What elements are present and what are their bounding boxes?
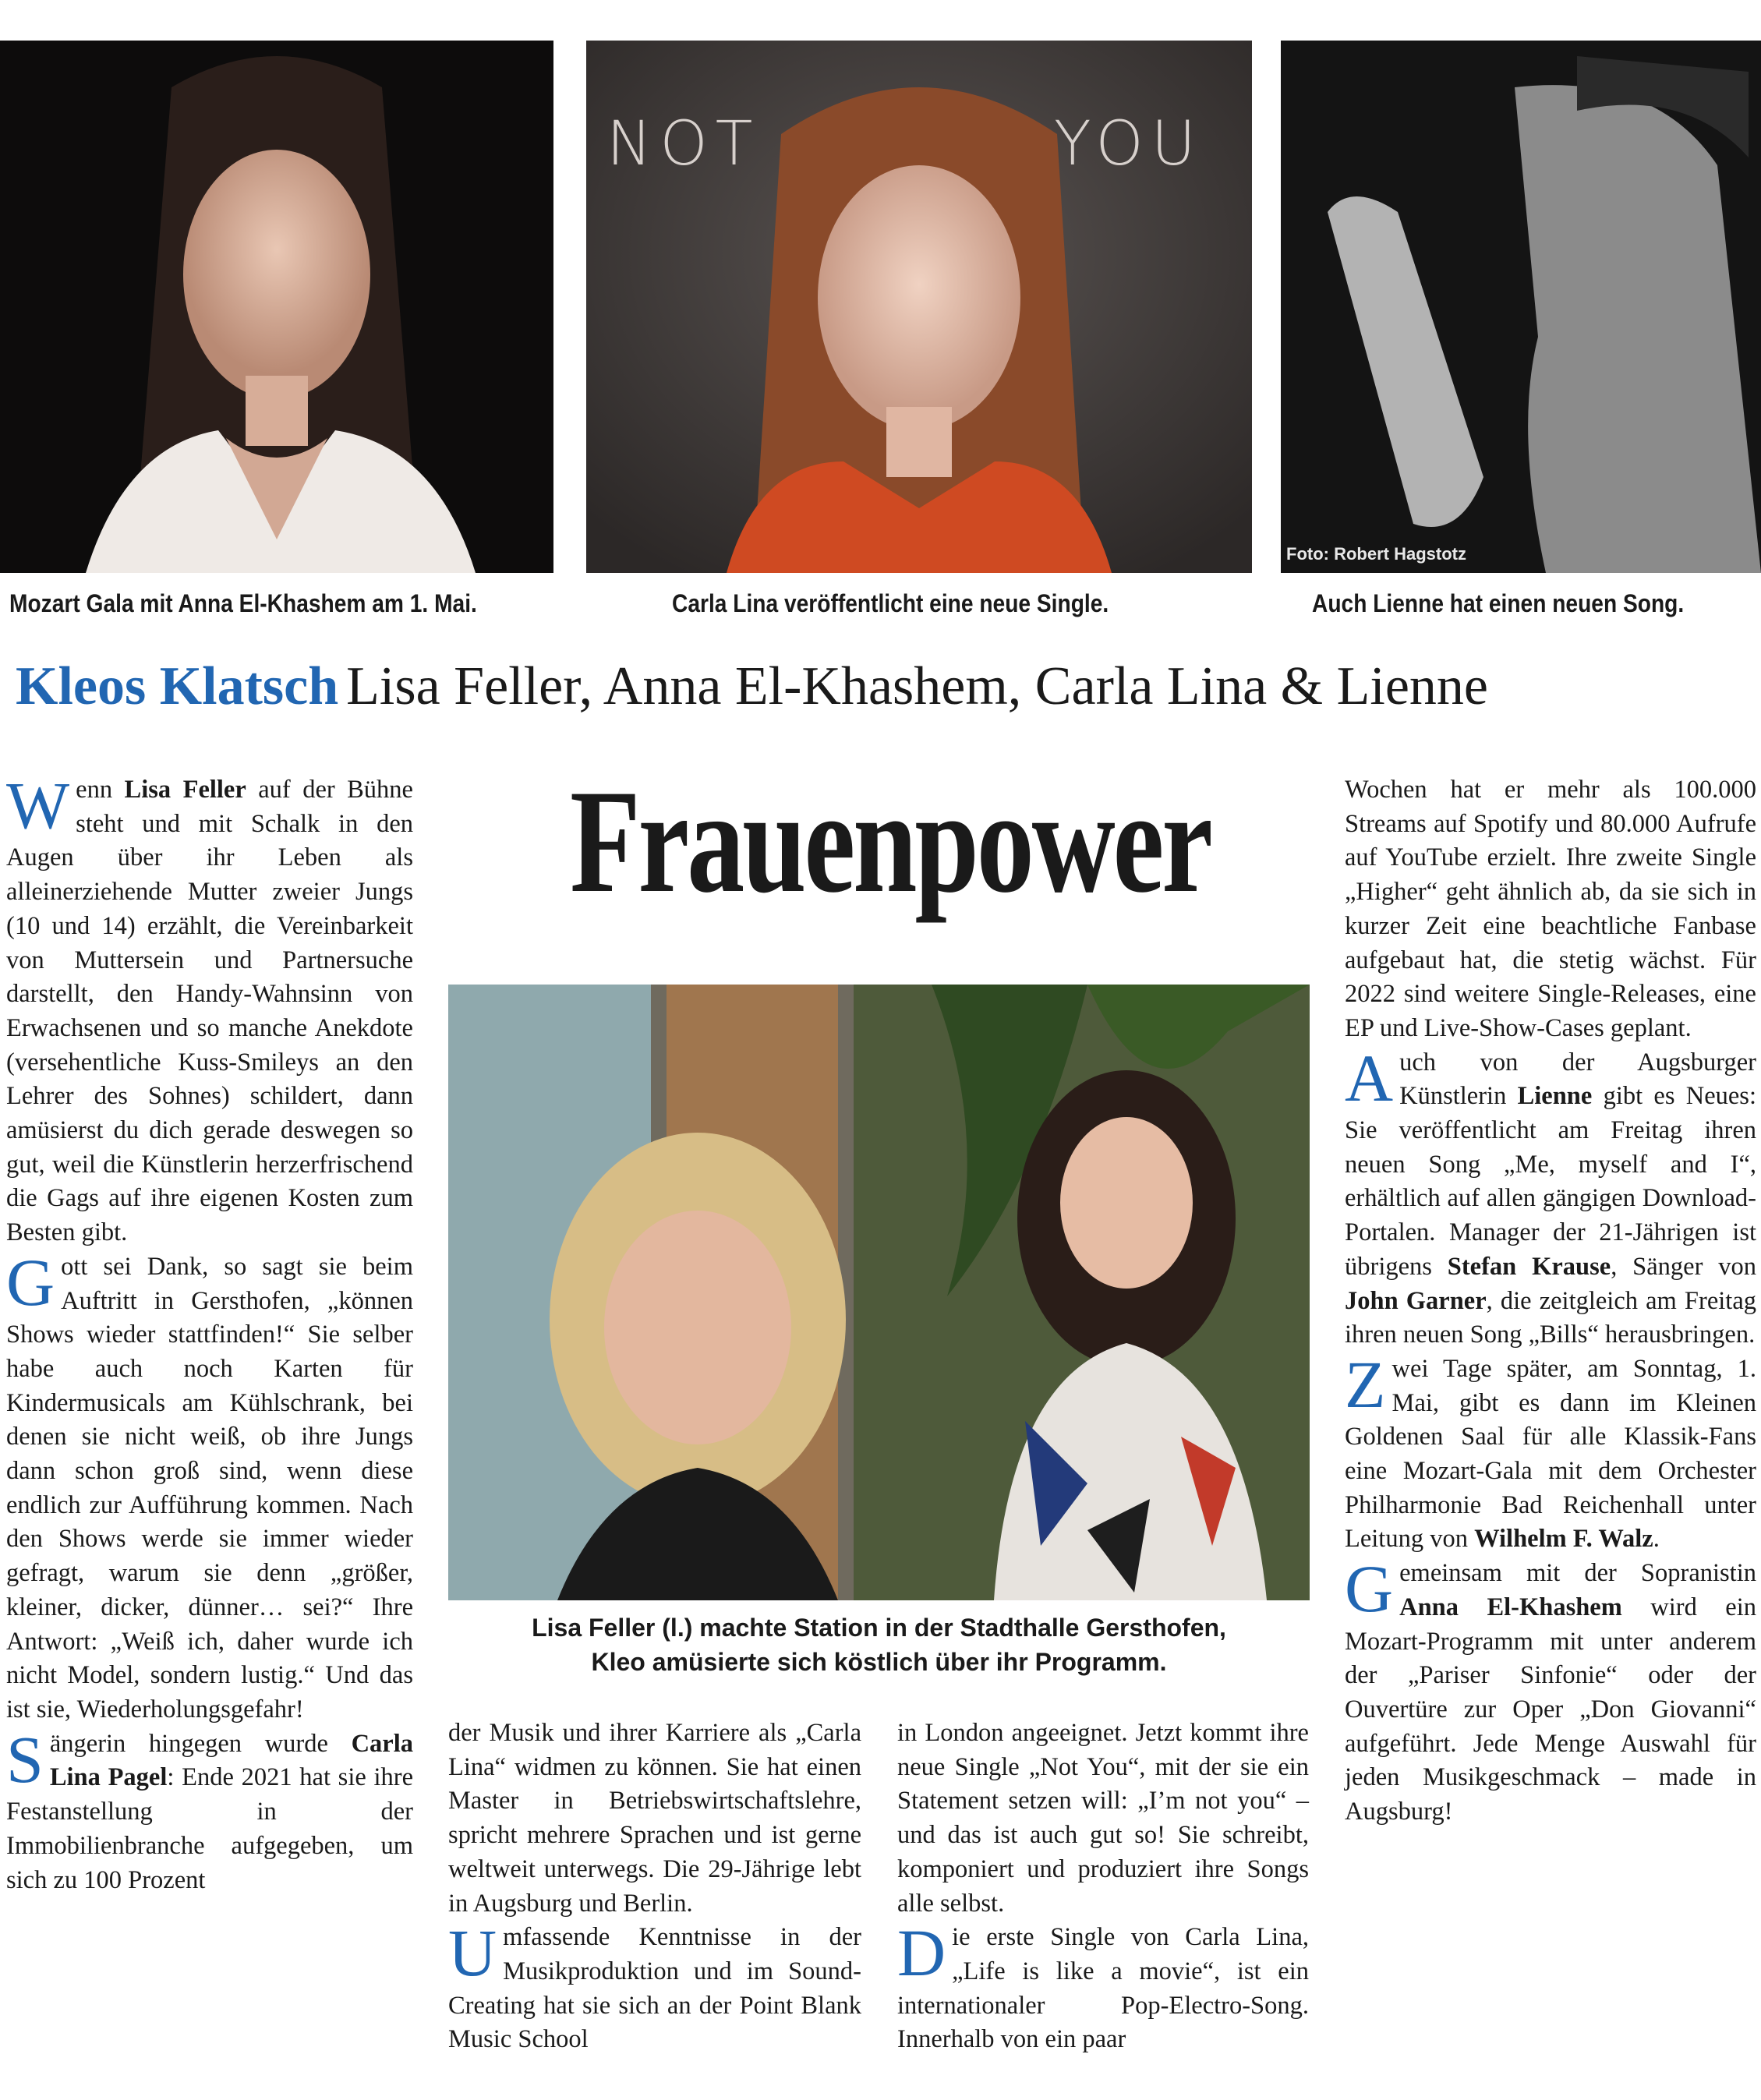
drop-cap: W xyxy=(6,768,70,843)
photo-lisa-feller-and-kleo xyxy=(448,985,1310,1600)
feature-caption-line-2: Kleo amüsierte sich köstlich über ihr Programm. xyxy=(591,1648,1167,1676)
photo-credit: Foto: Robert Hagstotz xyxy=(1286,544,1466,564)
feature-caption-line-1: Lisa Feller (l.) machte Station in der Stadthalle Gersthofen, xyxy=(532,1614,1226,1642)
text: mfassende Kenntnisse in der Musikproduktion und im Sound-Creating hat sie sich an der Point Blank Music School xyxy=(448,1923,861,2054)
text: wei Tage später, am Sonntag, 1. Mai, gibt es dann im Kleinen Goldenen Saal für alle Klassik-Fans eine Mozart-Gala mit dem Orchester Philharmonie Bad Reichenhall unter Leitung von xyxy=(1345,1354,1756,1554)
text: ie erste Single von Carla Lina, „Life is like a movie“, ist ein internationaler Pop-Electro-Song. Innerhalb von ein paar xyxy=(897,1923,1309,2054)
paragraph-4 xyxy=(448,1915,861,2057)
name-bold: Wilhelm F. Walz xyxy=(1474,1525,1653,1554)
text: uch von der Augsburger Künstlerin xyxy=(1399,1048,1756,1111)
text: ott sei Dank, so sagt sie beim Auftritt in Gersthofen, „können Shows wieder stattfinden!“ Sie selber habe auch noch Karten für Kindermusicals am Kühlschrank, bei denen sie nicht weiß, ob ihre Jungs dann schon groß sind, wenn diese endlich zur Aufführung kommen. Nach den Shows werde sie immer wieder gefragt, warum sie denn „größer, kleiner, dicker, dünner… sei?“ Ihre Antwort: „Weiß ich, daher wurde ich nicht Model, sondern lustig.“ Und das ist sie, Wiederholungsgefahr! xyxy=(6,1252,413,1723)
paragraph-5 xyxy=(897,1915,1309,2057)
paragraph-6 xyxy=(1345,1040,1756,1352)
name-bold: Lisa Feller xyxy=(124,776,246,804)
text: , Sänger von xyxy=(1611,1252,1756,1281)
photo-anna-el-khashem xyxy=(0,41,553,573)
rubric-line xyxy=(16,656,1488,716)
drop-cap: G xyxy=(6,1244,55,1320)
cover-word-not: NOT xyxy=(606,109,761,179)
drop-cap: U xyxy=(448,1915,497,1991)
name-bold: Stefan Krause xyxy=(1447,1252,1611,1281)
paragraph-3-continued: der Musik und ihrer Karriere als „Carla Lina“ widmen zu können. Sie hat einen Master in Betriebswirtschaftslehre, spricht mehrere Sprachen und ist gerne weltweit unterwegs. Die 29-Jährige lebt in Augsburg und Berlin. xyxy=(448,1719,861,1918)
text: auf der Bühne steht und mit Schalk in den Augen über ihr Leben als alleinerziehende Mutter zweier Jungs (10 und 14) erzählt, die Vereinbarkeit von Muttersein und Partnersuche darstellt, den Handy-Wahnsinn von Erwachsenen und so manche Anekdote (versehentliche Kuss-Smileys an den Lehrer des Sohnes) schildert, dann amüsierst du dich gerade deswegen so gut, weil die Künstlerin herzerfrischend die Gags auf ihre eigenen Kosten zum Besten gibt. xyxy=(6,776,413,1247)
drop-cap: G xyxy=(1345,1551,1394,1627)
text: , die zeitgleich am Freitag ihren neuen Song „Bills“ herausbringen. xyxy=(1345,1286,1756,1349)
drop-cap: D xyxy=(897,1915,946,1991)
photo-lienne xyxy=(1281,41,1761,573)
article-column-1 xyxy=(6,768,413,1897)
text: ängerin hingegen wurde xyxy=(49,1729,352,1758)
caption-photo-3: Auch Lienne hat einen neuen Song. xyxy=(1312,589,1685,617)
article-column-4 xyxy=(1345,773,1756,1830)
paragraph-8 xyxy=(1345,1551,1756,1830)
paragraph-4-continued: in London angeeignet. Jetzt kommt ihre neue Single „Not You“, mit der sie ein Statement setzen will: „I’m not you“ – und das ist auch gut so! Sie schreibt, komponiert und produziert ihre Songs alle selbst. xyxy=(897,1719,1309,1918)
article-column-2 xyxy=(448,1716,861,2057)
text: emeinsam mit der Sopranistin xyxy=(1399,1559,1756,1588)
text: gibt es Neues: Sie veröffentlicht am Freitag ihren neuen Song „Me, myself and I“, erhältlich auf allen gängigen Download-Portalen. Manager der 21-Jährigen ist übrigens xyxy=(1345,1082,1756,1281)
name-bold: Lienne xyxy=(1517,1082,1593,1111)
name-bold: Anna El-Khashem xyxy=(1399,1593,1622,1621)
paragraph-5-continued: Wochen hat er mehr als 100.000 Streams auf Spotify und 80.000 Aufrufe auf YouTube erzielt. Ihre zweite Single „Higher“ geht ähnlich ab, da sie sich in kurzer Zeit eine beachtliche Fanbase aufgebaut hat, die stetig wächst. Für 2022 sind weitere Single-Releases, eine EP und Live-Show-Cases geplant. xyxy=(1345,776,1756,1042)
feature-caption xyxy=(448,1610,1310,1679)
paragraph-7 xyxy=(1345,1346,1756,1557)
text: . xyxy=(1653,1525,1660,1554)
rubric-names: Lisa Feller, Anna El-Khashem, Carla Lina & Lienne xyxy=(346,656,1488,716)
headline: Frauenpower xyxy=(570,760,1211,924)
article-column-3 xyxy=(897,1716,1309,2057)
text: wird ein Mozart-Programm mit unter anderem der „Pariser Sinfonie“ oder der Ouvertüre zur Oper „Don Giovanni“ aufgeführt. Jede Menge Auswahl für jeden Musikgeschmack – made in Augsburg! xyxy=(1345,1593,1756,1826)
drop-cap: Z xyxy=(1345,1346,1386,1422)
paragraph-1 xyxy=(6,768,413,1250)
text: : Ende 2021 hat sie ihre Festanstellung in der Immobilienbranche aufgegeben, um sich zu 100 Prozent xyxy=(6,1763,413,1894)
name-bold: Carla Lina Pagel xyxy=(49,1729,413,1792)
name-bold: John Garner xyxy=(1345,1286,1487,1315)
text: enn xyxy=(76,776,125,804)
paragraph-2 xyxy=(6,1244,413,1727)
drop-cap: A xyxy=(1345,1040,1394,1115)
rubric-brand: Kleos Klatsch xyxy=(16,656,339,716)
drop-cap: S xyxy=(6,1721,44,1797)
cover-word-you: YOU xyxy=(1054,109,1204,179)
caption-photo-2: Carla Lina veröffentlicht eine neue Single. xyxy=(672,589,1109,617)
paragraph-3 xyxy=(6,1721,413,1898)
caption-photo-1: Mozart Gala mit Anna El-Khashem am 1. Mai. xyxy=(9,589,477,617)
